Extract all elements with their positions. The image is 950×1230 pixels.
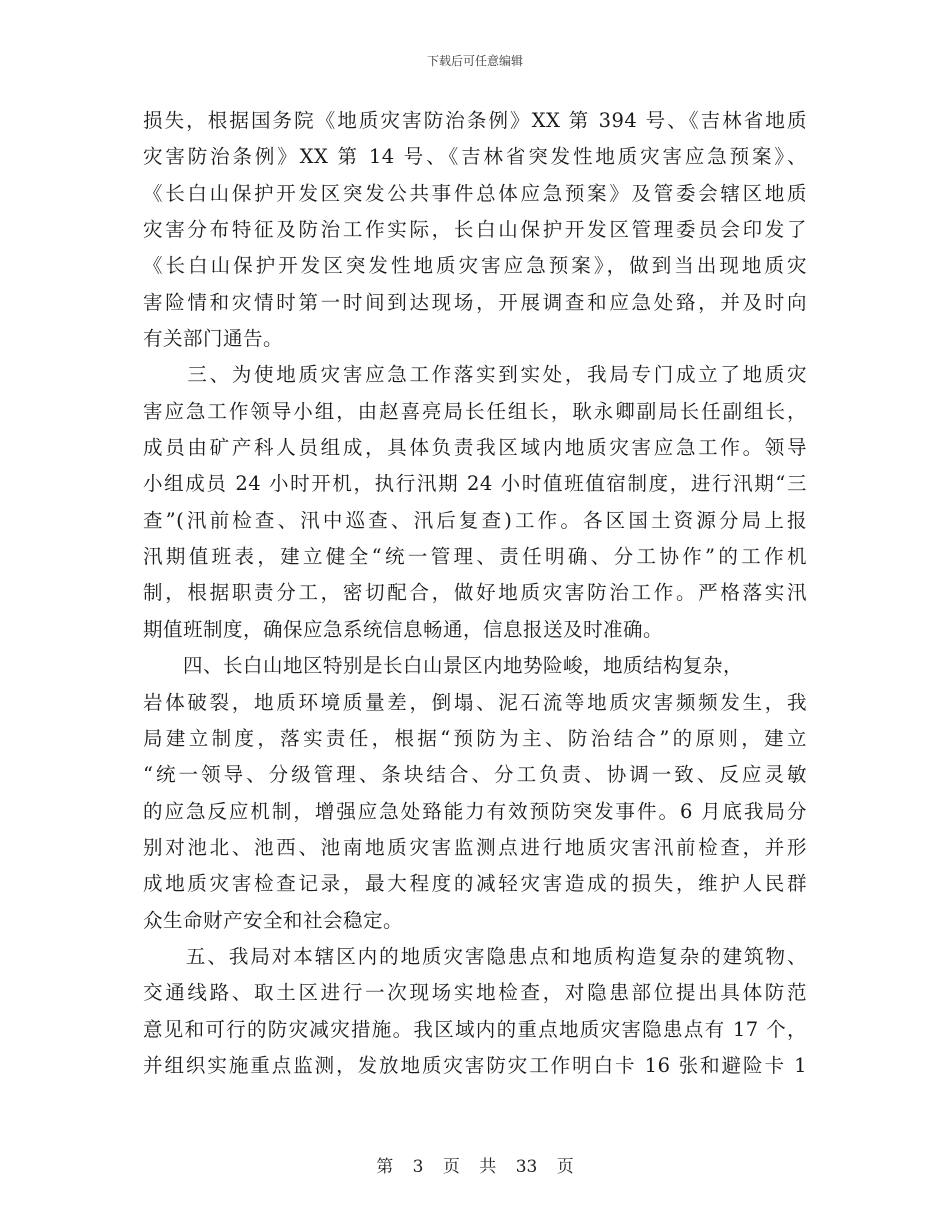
text-line: 别对池北、池西、池南地质灾害监测点进行地质灾害汛前检查，并形 xyxy=(143,835,807,859)
text-line: 四、长白山地区特别是长白山景区内地势险峻，地质结构复杂， xyxy=(143,654,744,678)
text-line: 《长白山保护开发区突发性地质灾害应急预案》，做到当出现地质灾 xyxy=(143,254,807,278)
footer-page-label: 页 xyxy=(442,1157,460,1177)
footer-total-pages: 33 xyxy=(515,1157,538,1177)
text-line: 损失，根据国务院《地质灾害防治条例》XX 第 394 号、《吉林省地质 xyxy=(143,109,807,132)
text-line: 小组成员 24 小时开机，执行汛期 24 小时值班值宿制度，进行汛期“三 xyxy=(143,472,807,496)
text-line: “统一领导、分级管理、条块结合、分工负责、协调一致、反应灵敏 xyxy=(143,763,807,787)
text-line: 交通线路、取土区进行一次现场实地检查，对隐患部位提出具体防范 xyxy=(143,981,807,1005)
footer-suffix: 页 xyxy=(556,1157,574,1177)
text-line: 并组织实施重点监测，发放地质灾害防灾工作明白卡 16 张和避险卡 1 xyxy=(143,1053,807,1077)
text-line: 灾害防治条例》XX 第 14 号、《吉林省突发性地质灾害应急预案》、 xyxy=(143,145,807,169)
text-line: 灾害分布特征及防治工作实际，长白山保护开发区管理委员会印发了 xyxy=(143,218,807,242)
footer-page-number: 3 xyxy=(412,1157,424,1177)
page-footer xyxy=(0,1152,950,1177)
text-line: 有关部门通告。 xyxy=(143,327,284,351)
footer-total-label: 共 xyxy=(479,1157,497,1177)
text-line: 众生命财产安全和社会稳定。 xyxy=(143,908,404,932)
text-line: 三、为使地质灾害应急工作落实到实处，我局专门成立了地质灾 xyxy=(143,363,807,387)
page-header xyxy=(0,52,950,69)
footer-prefix: 第 xyxy=(376,1157,394,1177)
text-line: 的应急反应机制，增强应急处臵能力有效预防突发事件。6 月底我局分 xyxy=(143,799,807,823)
text-line: 局建立制度，落实责任，根据“预防为主、防治结合”的原则，建立 xyxy=(143,726,807,750)
text-line: 害应急工作领导小组，由赵喜亮局长任组长，耿永卿副局长任副组长， xyxy=(143,399,807,423)
text-line: 制，根据职责分工，密切配合，做好地质灾害防治工作。严格落实汛 xyxy=(143,581,807,605)
text-line: 岩体破裂，地质环境质量差，倒塌、泥石流等地质灾害频频发生，我 xyxy=(143,690,807,714)
text-line: 期值班制度，确保应急系统信息畅通，信息报送及时准确。 xyxy=(143,617,664,641)
document-body xyxy=(143,103,807,1084)
text-line: 成员由矿产科人员组成，具体负责我区域内地质灾害应急工作。领导 xyxy=(143,436,807,460)
text-line: 成地质灾害检查记录，最大程度的减轻灾害造成的损失，维护人民群 xyxy=(143,872,807,896)
text-line: 汛期值班表，建立健全“统一管理、责任明确、分工协作”的工作机 xyxy=(143,545,807,569)
header-text: 下载后可任意编辑 xyxy=(426,54,523,68)
text-line: 害险情和灾情时第一时间到达现场，开展调查和应急处臵，并及时向 xyxy=(143,290,807,314)
text-line: 《长白山保护开发区突发公共事件总体应急预案》及管委会辖区地质 xyxy=(143,181,807,205)
text-line: 意见和可行的防灾减灾措施。我区域内的重点地质灾害隐患点有 17 个， xyxy=(143,1017,807,1041)
text-line: 查”(汛前检查、汛中巡查、汛后复查)工作。各区国土资源分局上报 xyxy=(143,508,807,532)
text-line: 五、我局对本辖区内的地质灾害隐患点和地质构造复杂的建筑物、 xyxy=(143,944,807,968)
